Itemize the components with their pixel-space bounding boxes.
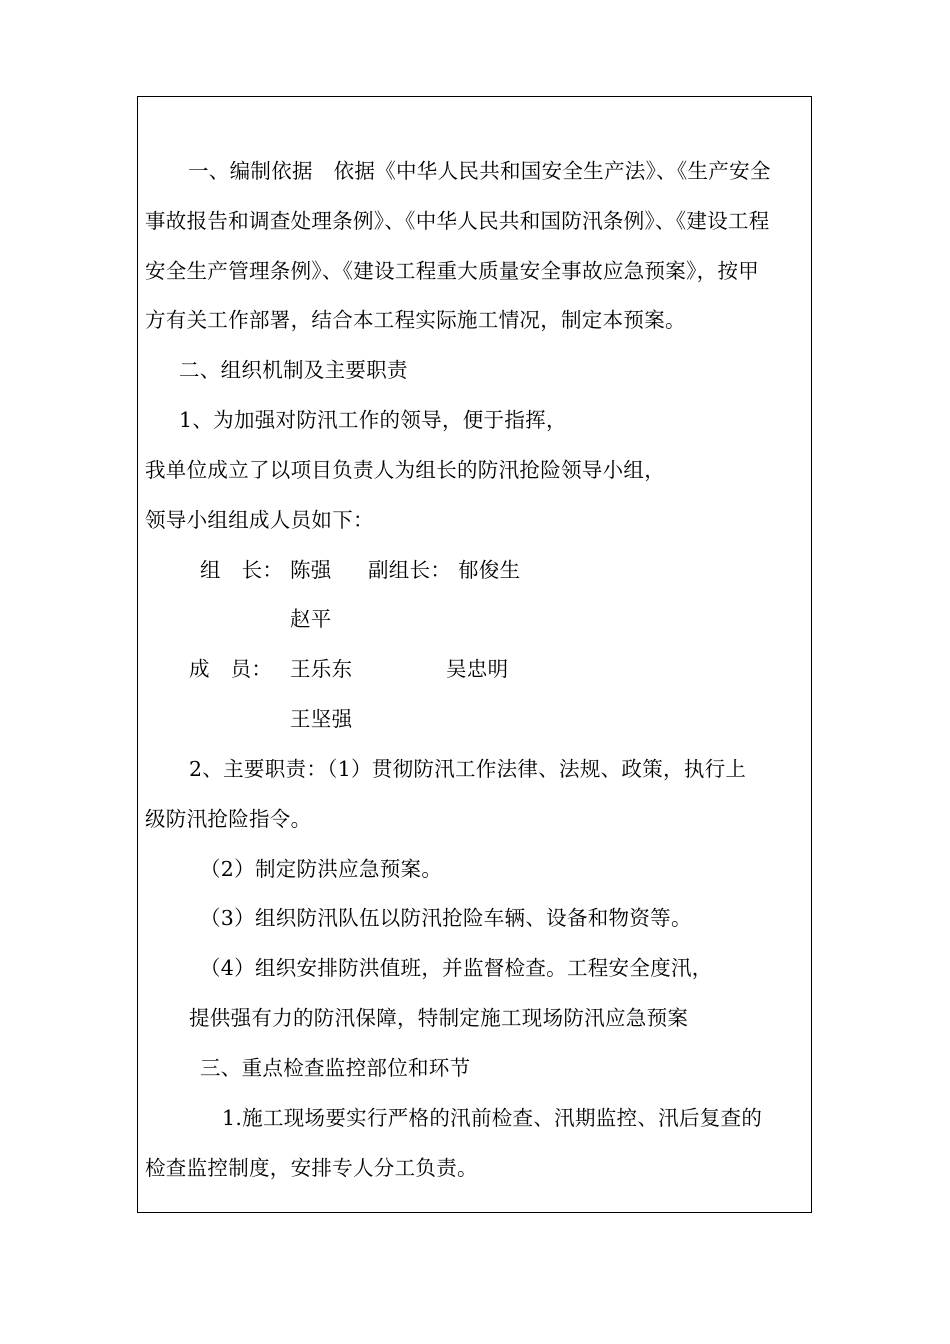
member-2: 吴忠明 (446, 657, 509, 681)
section2-item1-line3: 领导小组组成人员如下： (145, 508, 374, 532)
section3-heading: 三、重点检查监控部位和环节 (200, 1056, 471, 1080)
leader-name: 陈强 (290, 558, 332, 582)
section1-line3: 安全生产管理条例》、《建设工程重大质量安全事故应急预案》，按甲 (145, 259, 760, 283)
section1-line1: 一、编制依据 依据《中华人民共和国安全生产法》、《生产安全 (188, 159, 771, 183)
duty-2: （2）制定防洪应急预案。 (200, 857, 443, 881)
duty-4: （4）组织安排防洪值班，并监督检查。工程安全度汛， (200, 956, 713, 980)
duty-3: （3）组织防汛队伍以防汛抢险车辆、设备和物资等。 (200, 906, 692, 930)
member-label: 成 员： (189, 657, 273, 681)
deputy-name-2: 赵平 (290, 607, 332, 631)
section1-line4: 方有关工作部署，结合本工程实际施工情况，制定本预案。 (145, 308, 686, 332)
section2-item2-line2: 级防汛抢险指令。 (145, 807, 312, 831)
section1-line2: 事故报告和调查处理条例》、《中华人民共和国防汛条例》、《建设工程 (145, 209, 770, 233)
section3-item1-line2: 检查监控制度，安排专人分工负责。 (145, 1156, 478, 1180)
member-3: 王坚强 (290, 707, 353, 731)
section3-item1-line1: 1.施工现场要实行严格的汛前检查、汛期监控、汛后复查的 (222, 1106, 763, 1130)
section2-heading: 二、组织机制及主要职责 (179, 358, 408, 382)
deputy-name-1: 郁俊生 (458, 558, 521, 582)
duty-4-continued: 提供强有力的防汛保障，特制定施工现场防汛应急预案 (189, 1006, 689, 1030)
section2-item1-line2: 我单位成立了以项目负责人为组长的防汛抢险领导小组， (145, 458, 665, 482)
section2-item2-line1: 2、主要职责：（1）贯彻防汛工作法律、法规、政策，执行上 (189, 757, 747, 781)
member-1: 王乐东 (290, 657, 353, 681)
section2-item1-line1: 1、为加强对防汛工作的领导，便于指挥， (179, 408, 567, 432)
leader-label: 组 长： (200, 558, 284, 582)
deputy-label: 副组长： (368, 558, 452, 582)
